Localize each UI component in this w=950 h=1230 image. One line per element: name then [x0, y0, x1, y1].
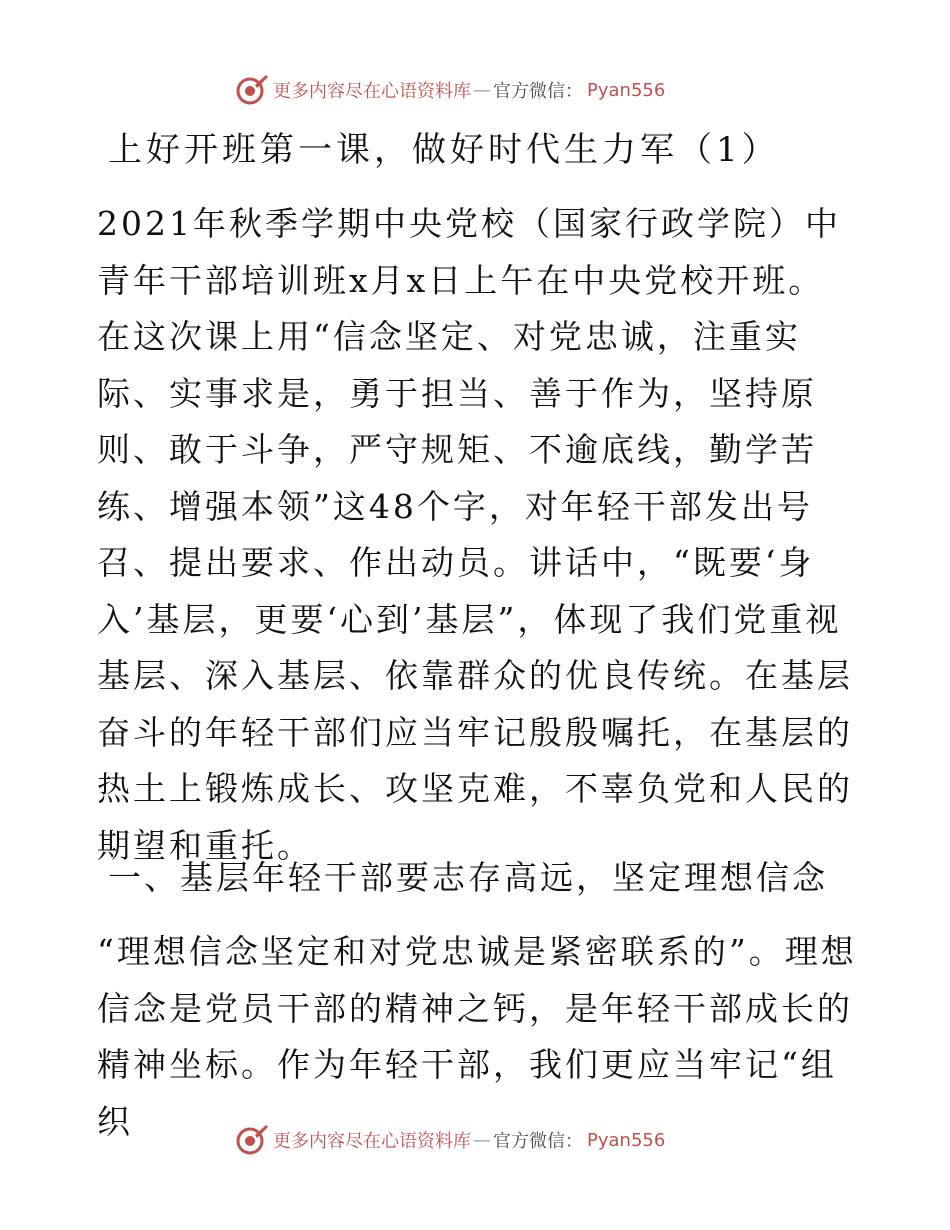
section-heading: 一、基层年轻干部要志存高远，坚定理想信念 [108, 858, 828, 897]
paragraph-ideals: “理想信念坚定和对党忠诚是紧密联系的”。理想信念是党员干部的精神之钙，是年轻干部成长的精神坐标。作为年轻干部，我们更应当牢记“组织 [97, 932, 857, 1141]
brush-logo-icon [235, 1123, 269, 1157]
document-title: 上好开班第一课，做好时代生力军（1） [108, 130, 780, 170]
footer-watermark [235, 1122, 665, 1158]
paragraph-intro: 2021年秋季学期中央党校（国家行政学院）中青年干部培训班x月x日上午在中央党校开班。在这次课上用“信念坚定、对党忠诚，注重实际、实事求是，勇于担当、善于作为，坚持原则、敢于斗争，严守规矩、不逾底线，勤学苦练、增强本领”这48个字，对年轻干部发出号召、提出要求、作出动员。讲话中，“既要‘身入’基层，更要‘心到’基层”，体现了我们党重视基层、深入基层、依靠群众的优良传统。在基层奋斗的年轻干部们应当牢记殷殷嘱托，在基层的热土上锻炼成长、攻坚克难，不辜负党和人民的期望和重托。 [97, 204, 853, 865]
watermark-wechat-id: Pyan556 [587, 1129, 666, 1151]
watermark-wechat-id: Pyan556 [587, 79, 666, 101]
header-watermark [235, 72, 665, 108]
watermark-text: 更多内容尽在心语资料库 [273, 1131, 471, 1152]
brush-logo-icon [235, 73, 269, 107]
watermark-dash: — [473, 1129, 491, 1151]
watermark-wechat-label: 官方微信： [493, 1131, 583, 1152]
watermark-dash: — [473, 79, 491, 101]
watermark-wechat-label: 官方微信： [493, 81, 583, 102]
watermark-text: 更多内容尽在心语资料库 [273, 81, 471, 102]
